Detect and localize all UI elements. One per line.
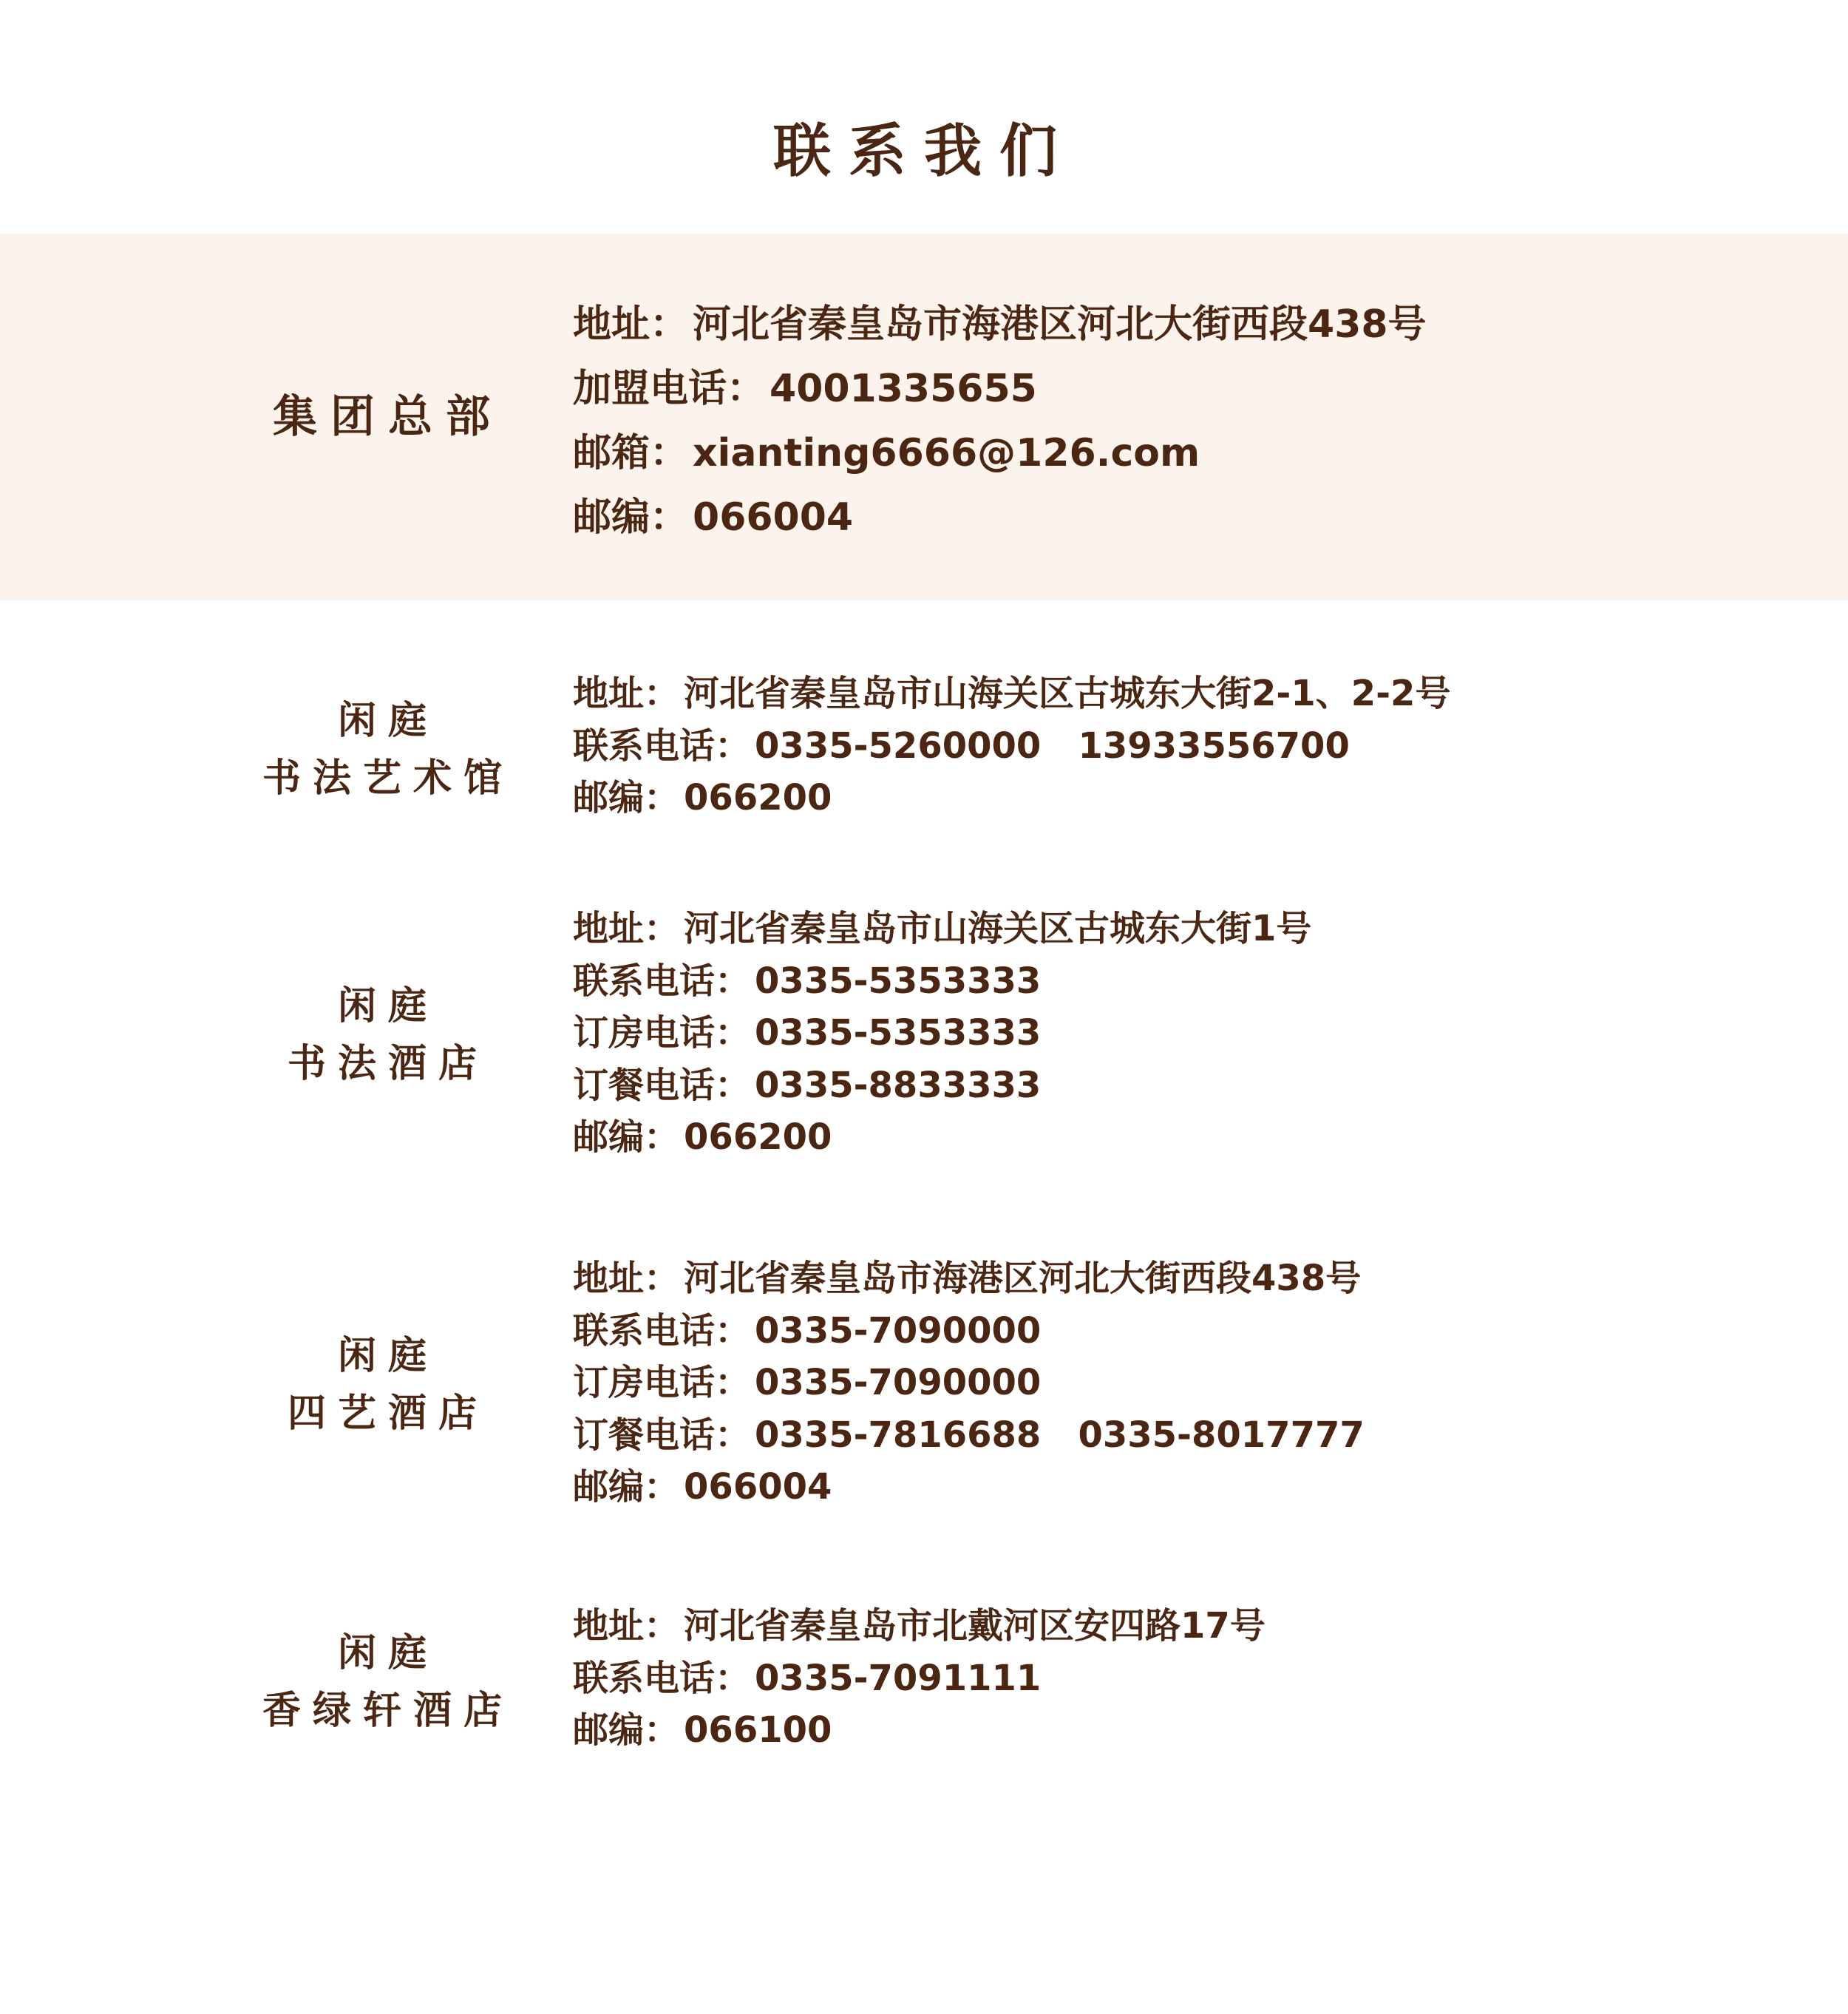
postcode-label: 邮编：	[573, 495, 689, 540]
email-label: 邮箱：	[573, 431, 689, 475]
address-label: 地址：	[573, 673, 680, 714]
postcode-label: 邮编：	[573, 1709, 680, 1751]
phone-value: 0335-5353333	[755, 960, 1042, 1002]
address-value: 河北省秦皇岛市海港区河北大街西段438号	[684, 1258, 1362, 1299]
phone-value: 0335-7091111	[755, 1657, 1042, 1699]
headquarters-name-text: 集团总部	[273, 391, 503, 443]
branch-details	[573, 1252, 1365, 1513]
phone-value: 0335-7090000	[755, 1309, 1042, 1352]
phone-row	[573, 1652, 1266, 1705]
postcode-value: 066200	[684, 1116, 832, 1158]
phone-row	[573, 1305, 1365, 1357]
address-row	[573, 1252, 1365, 1305]
postcode-value: 066004	[693, 495, 854, 540]
postcode-label: 邮编：	[573, 1466, 680, 1508]
phone-label: 联系电话：	[573, 1657, 751, 1699]
dining-booking-value: 0335-7816688 0335-8017777	[755, 1414, 1365, 1456]
room-booking-row	[573, 1357, 1365, 1409]
postcode-row	[573, 1704, 1266, 1757]
postcode-value: 066200	[684, 777, 832, 818]
headquarters-details	[573, 293, 1427, 550]
address-row	[573, 903, 1311, 955]
phone-row	[573, 955, 1311, 1008]
branch-name-line: 闲庭	[337, 1334, 438, 1378]
postcode-row	[573, 1461, 1365, 1513]
email-value: xianting6666@126.com	[693, 431, 1200, 475]
dining-booking-label: 订餐电话：	[573, 1064, 751, 1106]
dining-booking-row	[573, 1059, 1311, 1112]
address-row	[573, 293, 1427, 357]
address-label: 地址：	[573, 302, 689, 347]
branch-name-line: 闲庭	[337, 1631, 438, 1675]
room-booking-row	[573, 1007, 1311, 1059]
phone-label: 联系电话：	[573, 725, 751, 767]
address-value: 河北省秦皇岛市山海关区古城东大街1号	[684, 908, 1312, 949]
email-row	[573, 421, 1427, 486]
address-row	[573, 1600, 1266, 1652]
phone-label: 联系电话：	[573, 1309, 751, 1352]
headquarters-name	[237, 387, 540, 447]
branch-name	[237, 1327, 540, 1442]
franchise-phone-row	[573, 357, 1427, 421]
postcode-label: 邮编：	[573, 777, 680, 818]
postcode-row	[573, 1111, 1311, 1164]
address-value: 河北省秦皇岛市山海关区古城东大街2-1、2-2号	[684, 673, 1451, 714]
address-value: 河北省秦皇岛市北戴河区安四路17号	[684, 1605, 1266, 1647]
address-row	[573, 668, 1450, 720]
phone-row	[573, 720, 1450, 773]
branch-name-line: 四艺酒店	[287, 1391, 489, 1436]
branch-details	[573, 903, 1311, 1164]
address-label: 地址：	[573, 1258, 680, 1299]
dining-booking-label: 订餐电话：	[573, 1414, 751, 1456]
franchise-phone-label: 加盟电话：	[573, 367, 766, 411]
branch-details	[573, 668, 1450, 824]
branch-name-line: 书法酒店	[287, 1042, 489, 1086]
branch-details	[573, 1600, 1266, 1757]
phone-label: 联系电话：	[573, 960, 751, 1002]
page-title: 联系我们	[772, 118, 1075, 185]
franchise-phone-value: 4001335655	[770, 367, 1037, 411]
address-label: 地址：	[573, 908, 680, 949]
branch-name-line: 闲庭	[337, 699, 438, 743]
branch-name-line: 香绿轩酒店	[262, 1689, 514, 1733]
branch-name	[237, 1624, 540, 1740]
postcode-value: 066100	[684, 1709, 832, 1751]
branch-name-line: 闲庭	[337, 984, 438, 1028]
dining-booking-value: 0335-8833333	[755, 1064, 1042, 1106]
branch-name-line: 书法艺术馆	[262, 756, 514, 801]
room-booking-value: 0335-5353333	[755, 1012, 1042, 1054]
postcode-row	[573, 772, 1450, 824]
postcode-value: 066004	[684, 1466, 832, 1508]
dining-booking-row	[573, 1409, 1365, 1462]
branch-name	[237, 692, 540, 807]
room-booking-label: 订房电话：	[573, 1012, 751, 1054]
address-label: 地址：	[573, 1605, 680, 1647]
headquarters-section	[0, 234, 1848, 600]
branch-name	[237, 977, 540, 1093]
room-booking-label: 订房电话：	[573, 1362, 751, 1403]
phone-value: 0335-5260000 13933556700	[755, 725, 1350, 767]
postcode-row	[573, 486, 1427, 550]
address-value: 河北省秦皇岛市海港区河北大街西段438号	[693, 302, 1427, 347]
postcode-label: 邮编：	[573, 1116, 680, 1158]
room-booking-value: 0335-7090000	[755, 1362, 1042, 1403]
